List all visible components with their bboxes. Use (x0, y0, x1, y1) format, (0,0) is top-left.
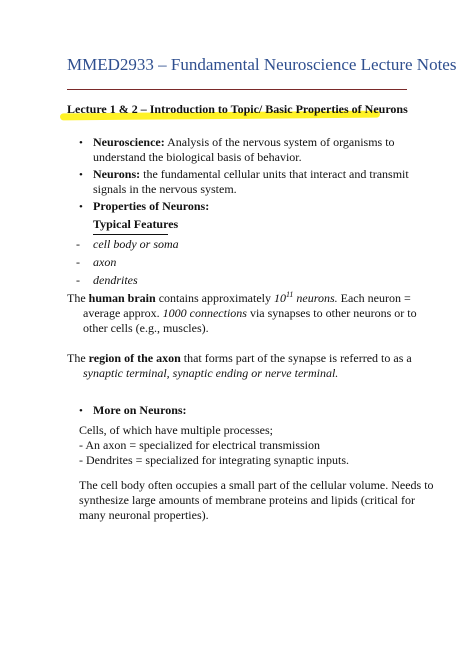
human-brain-line1 (67, 290, 411, 306)
neuron-count-exponent: 11 (286, 290, 294, 299)
typical-features-heading: Typical Features (93, 217, 179, 231)
text-run: via synapses to other neurons or to (246, 306, 417, 320)
bullet-properties-term: Properties of Neurons: (93, 199, 210, 213)
feature-item-axon: axon (93, 255, 117, 269)
bullet-text: the fundamental cellular units that interact and transmit (143, 167, 409, 181)
bullet-icon: • (79, 405, 83, 417)
human-brain-line2 (83, 305, 417, 321)
bullet-icon: • (79, 137, 83, 149)
bullet-neurons-line2: signals in the nervous system. (93, 182, 237, 196)
cell-body-line-2: synthesize large amounts of membrane proteins and lipids (critical for (79, 493, 416, 507)
text-run: The (67, 291, 89, 305)
axon-region-line2: synaptic terminal, synaptic ending or nerve terminal. (83, 366, 339, 380)
human-brain-line3: other cells (e.g., muscles). (83, 321, 209, 335)
text-run: Each neuron = (337, 291, 411, 305)
typical-features-underline (93, 234, 168, 235)
connections-count: 1000 connections (162, 306, 247, 320)
dash-icon: - (76, 273, 80, 287)
human-brain-term: human brain (88, 291, 156, 305)
bullet-neuroscience-line1 (93, 134, 395, 150)
cell-body-line-3: many neuronal properties). (79, 508, 209, 522)
more-on-neurons-heading: More on Neurons: (93, 403, 187, 417)
dash-icon: - (76, 255, 80, 269)
text-run: that forms part of the synapse is referred to as a (180, 351, 412, 365)
lecture-heading: Lecture 1 & 2 – Introduction to Topic/ Basic Properties of Neurons (67, 102, 408, 116)
bullet-term: Neuroscience: (93, 135, 165, 149)
feature-item-cell-body: cell body or soma (93, 237, 179, 251)
bullet-neurons-line1 (93, 166, 409, 182)
text-run: average approx. (83, 306, 163, 320)
axon-region-term: region of the axon (88, 351, 181, 365)
text-run: contains approximately (155, 291, 274, 305)
neuron-count-base: 10 (274, 291, 286, 305)
dash-icon: - (76, 237, 80, 251)
bullet-text: Analysis of the nervous system of organisms to (167, 135, 395, 149)
cells-line-1: Cells, of which have multiple processes; (79, 423, 273, 437)
document-title: MMED2933 – Fundamental Neuroscience Lecture Notes (67, 55, 457, 74)
axon-region-line1 (67, 350, 412, 366)
text-run: The (67, 351, 89, 365)
bullet-icon: • (79, 169, 83, 181)
cells-line-2: - An axon = specialized for electrical transmission (79, 438, 321, 452)
bullet-icon: • (79, 201, 83, 213)
bullet-term: Neurons: (93, 167, 141, 181)
title-divider (67, 89, 407, 90)
feature-item-dendrites: dendrites (93, 273, 138, 287)
cells-line-3: - Dendrites = specialized for integrating synaptic inputs. (79, 453, 350, 467)
bullet-neuroscience-line2: understand the biological basis of behavior. (93, 150, 302, 164)
cell-body-line-1: The cell body often occupies a small part of the cellular volume. Needs to (79, 478, 434, 492)
text-run: neurons. (293, 291, 338, 305)
